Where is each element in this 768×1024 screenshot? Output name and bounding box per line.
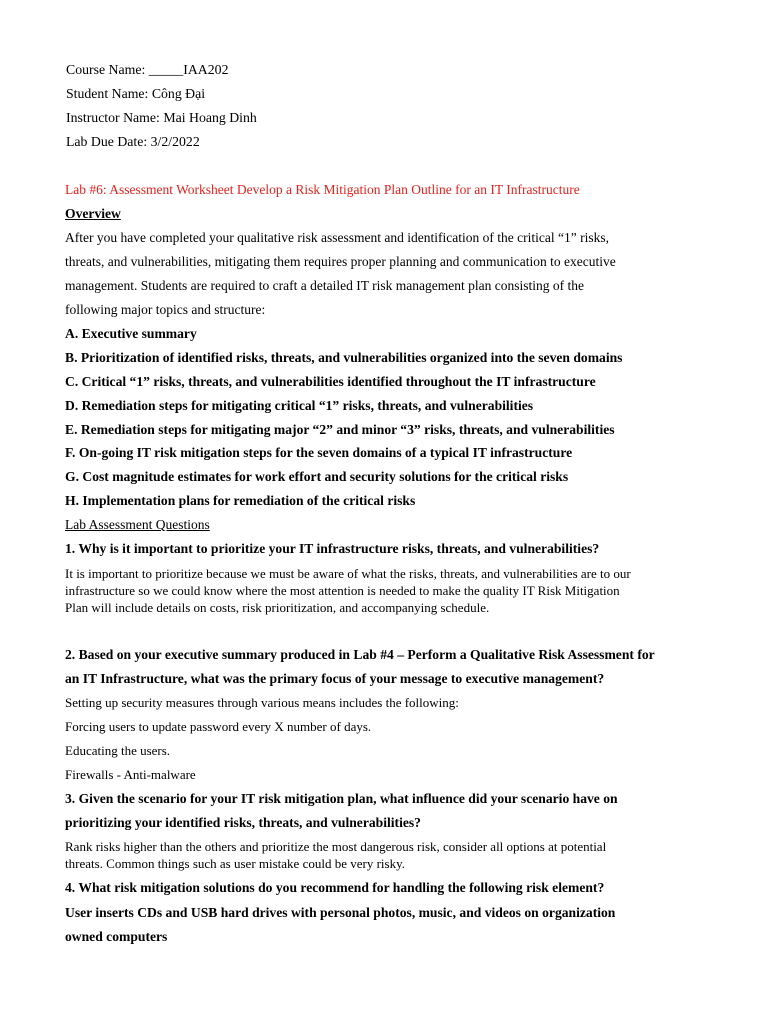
answer-2-line: Educating the users. — [65, 743, 171, 758]
topic-item: G. Cost magnitude estimates for work effort and security solutions for the critical risks — [65, 469, 569, 484]
topic-item: C. Critical “1” risks, threats, and vulnerabilities identified throughout the IT infrastructure — [65, 374, 596, 389]
risk-element-line: owned computers — [65, 929, 168, 944]
lab-title: Lab #6: Assessment Worksheet Develop a Risk Mitigation Plan Outline for an IT Infrastructure — [65, 182, 580, 197]
question-1: 1. Why is it important to prioritize your IT infrastructure risks, threats, and vulnerabilities? — [65, 541, 600, 556]
question-2-line: an IT Infrastructure, what was the primary focus of your message to executive management? — [65, 671, 605, 686]
questions-heading: Lab Assessment Questions — [65, 517, 210, 532]
risk-element-line: User inserts CDs and USB hard drives with personal photos, music, and videos on organization — [65, 905, 616, 920]
instructor-name-line: Instructor Name: Mai Hoang Dinh — [66, 110, 257, 125]
question-2-line: 2. Based on your executive summary produced in Lab #4 – Perform a Qualitative Risk Assessment for — [65, 647, 655, 662]
answer-2-line: Firewalls - Anti-malware — [65, 767, 196, 782]
course-name-line: Course Name: _____IAA202 — [66, 62, 229, 77]
topic-item: F. On-going IT risk mitigation steps for the seven domains of a typical IT infrastructure — [65, 445, 573, 460]
answer-1-line: infrastructure so we could know where the most attention is needed to make the quality IT Risk Mitigation — [65, 583, 620, 598]
overview-heading: Overview — [65, 206, 121, 221]
answer-2-line: Forcing users to update password every X number of days. — [65, 719, 372, 734]
question-3-line: prioritizing your identified risks, threats, and vulnerabilities? — [65, 815, 421, 830]
question-4: 4. What risk mitigation solutions do you recommend for handling the following risk element? — [65, 880, 605, 895]
overview-line: management. Students are required to craft a detailed IT risk management plan consisting of the — [65, 278, 584, 293]
topic-item: E. Remediation steps for mitigating major “2” and minor “3” risks, threats, and vulnerabilities — [65, 422, 615, 437]
student-name-line: Student Name: Công Đại — [66, 86, 206, 101]
answer-3-line: threats. Common things such as user mistake could be very risky. — [65, 856, 405, 871]
overview-line: following major topics and structure: — [65, 302, 266, 317]
overview-line: threats, and vulnerabilities, mitigating them requires proper planning and communication to executive — [65, 254, 616, 269]
topic-item: B. Prioritization of identified risks, threats, and vulnerabilities organized into the seven domains — [65, 350, 623, 365]
topic-item: A. Executive summary — [65, 326, 197, 341]
overview-line: After you have completed your qualitative risk assessment and identification of the critical “1” risks, — [65, 230, 609, 245]
answer-3-line: Rank risks higher than the others and prioritize the most dangerous risk, consider all options at potential — [65, 839, 607, 854]
answer-1-line: Plan will include details on costs, risk prioritization, and accompanying schedule. — [65, 600, 490, 615]
answer-2-line: Setting up security measures through various means includes the following: — [65, 695, 459, 710]
answer-1-line: It is important to prioritize because we must be aware of what the risks, threats, and vulnerabilities are to our — [65, 566, 631, 581]
topic-item: H. Implementation plans for remediation of the critical risks — [65, 493, 416, 508]
question-3-line: 3. Given the scenario for your IT risk mitigation plan, what influence did your scenario have on — [65, 791, 618, 806]
lab-due-date-line: Lab Due Date: 3/2/2022 — [66, 134, 200, 149]
topic-item: D. Remediation steps for mitigating critical “1” risks, threats, and vulnerabilities — [65, 398, 534, 413]
